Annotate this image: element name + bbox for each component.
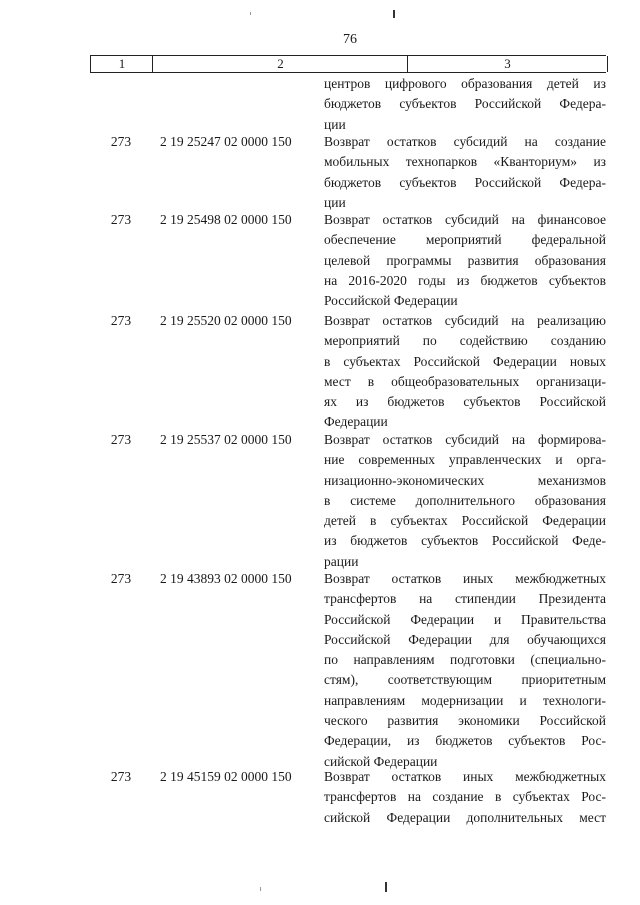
page-number: 76: [343, 32, 357, 47]
row-description: [324, 767, 606, 828]
description-line: Возврат остатков субсидий на реализацию: [324, 313, 606, 328]
header-col-3: 3: [407, 56, 608, 72]
row-admin-code: 273: [110, 432, 132, 447]
description-line: Возврат остатков иных межбюджетных: [324, 571, 606, 586]
description-line: трансфертов на стипендии Президента: [324, 591, 606, 607]
scan-mark-bottom-dot: [260, 887, 261, 891]
scan-mark-top-dot: [250, 12, 251, 15]
row-description: [324, 311, 606, 433]
scan-mark-bottom: [385, 882, 387, 892]
row-description: [324, 569, 606, 772]
description-line: центров цифрового образования детей из: [324, 76, 606, 91]
row-kbk-code: 2 19 25537 02 0000 150: [160, 432, 292, 447]
description-line: Федерации, из бюджетов субъектов Рос-: [324, 733, 606, 749]
description-line: ции: [324, 194, 346, 210]
description-line: направлениям модернизации и технологи-: [324, 692, 606, 708]
description-line: в системе дополнительного образования: [324, 492, 606, 508]
row-admin-code: 273: [110, 212, 132, 227]
row-admin-code: 273: [110, 134, 132, 149]
row-description: [324, 430, 606, 572]
row-admin-code: 273: [110, 313, 132, 328]
description-line: Российской Федерации и Правительства: [324, 611, 606, 627]
description-line: стям), соответствующим приоритетным: [324, 672, 606, 688]
description-line: обеспечение мероприятий федеральной: [324, 232, 606, 248]
description-line: детей в субъектах Российской Федерации: [324, 513, 606, 529]
description-line: в субъектах Российской Федерации новых: [324, 353, 606, 369]
description-line: Федерации: [324, 414, 388, 430]
description-line: ции: [324, 116, 346, 132]
description-line: мест в общеобразовательных организаци-: [324, 373, 606, 389]
description-line: сийской Федерации дополнительных мест: [324, 809, 606, 825]
description-line: на 2016-2020 годы из бюджетов субъектов: [324, 272, 606, 288]
description-line: бюджетов субъектов Российской Федера-: [324, 174, 606, 190]
row-admin-code: 273: [110, 769, 132, 784]
row-kbk-code: 2 19 45159 02 0000 150: [160, 769, 292, 784]
row-kbk-code: 2 19 43893 02 0000 150: [160, 571, 292, 586]
header-col-1: 1: [90, 56, 153, 72]
row-admin-code: 273: [110, 571, 132, 586]
description-line: Возврат остатков иных межбюджетных: [324, 769, 606, 784]
description-line: Возврат остатков субсидий на создание: [324, 134, 606, 149]
description-line: низационно-экономических механизмов: [324, 472, 606, 488]
description-line: сийской Федерации: [324, 753, 438, 769]
description-line: бюджетов субъектов Российской Федера-: [324, 96, 606, 112]
description-line: Российской Федерации для обучающихся: [324, 631, 606, 647]
row-kbk-code: 2 19 25247 02 0000 150: [160, 134, 292, 149]
description-line: из бюджетов субъектов Российской Феде-: [324, 533, 606, 549]
description-line: Возврат остатков субсидий на финансовое: [324, 212, 606, 227]
description-line: целевой программы развития образования: [324, 252, 606, 268]
row-kbk-code: 2 19 25498 02 0000 150: [160, 212, 292, 227]
row-description: [324, 74, 606, 135]
description-line: мобильных технопарков «Кванториум» из: [324, 154, 606, 170]
row-description: [324, 132, 606, 213]
description-line: Российской Федерации: [324, 293, 458, 309]
description-line: рации: [324, 553, 359, 569]
description-line: ческого развития экономики Российской: [324, 713, 606, 729]
description-line: трансфертов на создание в субъектах Рос-: [324, 789, 606, 805]
header-col-2: 2: [152, 56, 408, 72]
scan-mark-top: [393, 10, 395, 18]
table-header: [90, 55, 606, 73]
row-description: [324, 210, 606, 311]
description-line: мероприятий по содействию созданию: [324, 333, 606, 349]
description-line: ние современных управленческих и орга-: [324, 452, 606, 468]
description-line: Возврат остатков субсидий на формирова-: [324, 432, 606, 447]
row-kbk-code: 2 19 25520 02 0000 150: [160, 313, 292, 328]
description-line: ях из бюджетов субъектов Российской: [324, 394, 606, 410]
description-line: по направлениям подготовки (специально-: [324, 652, 606, 668]
